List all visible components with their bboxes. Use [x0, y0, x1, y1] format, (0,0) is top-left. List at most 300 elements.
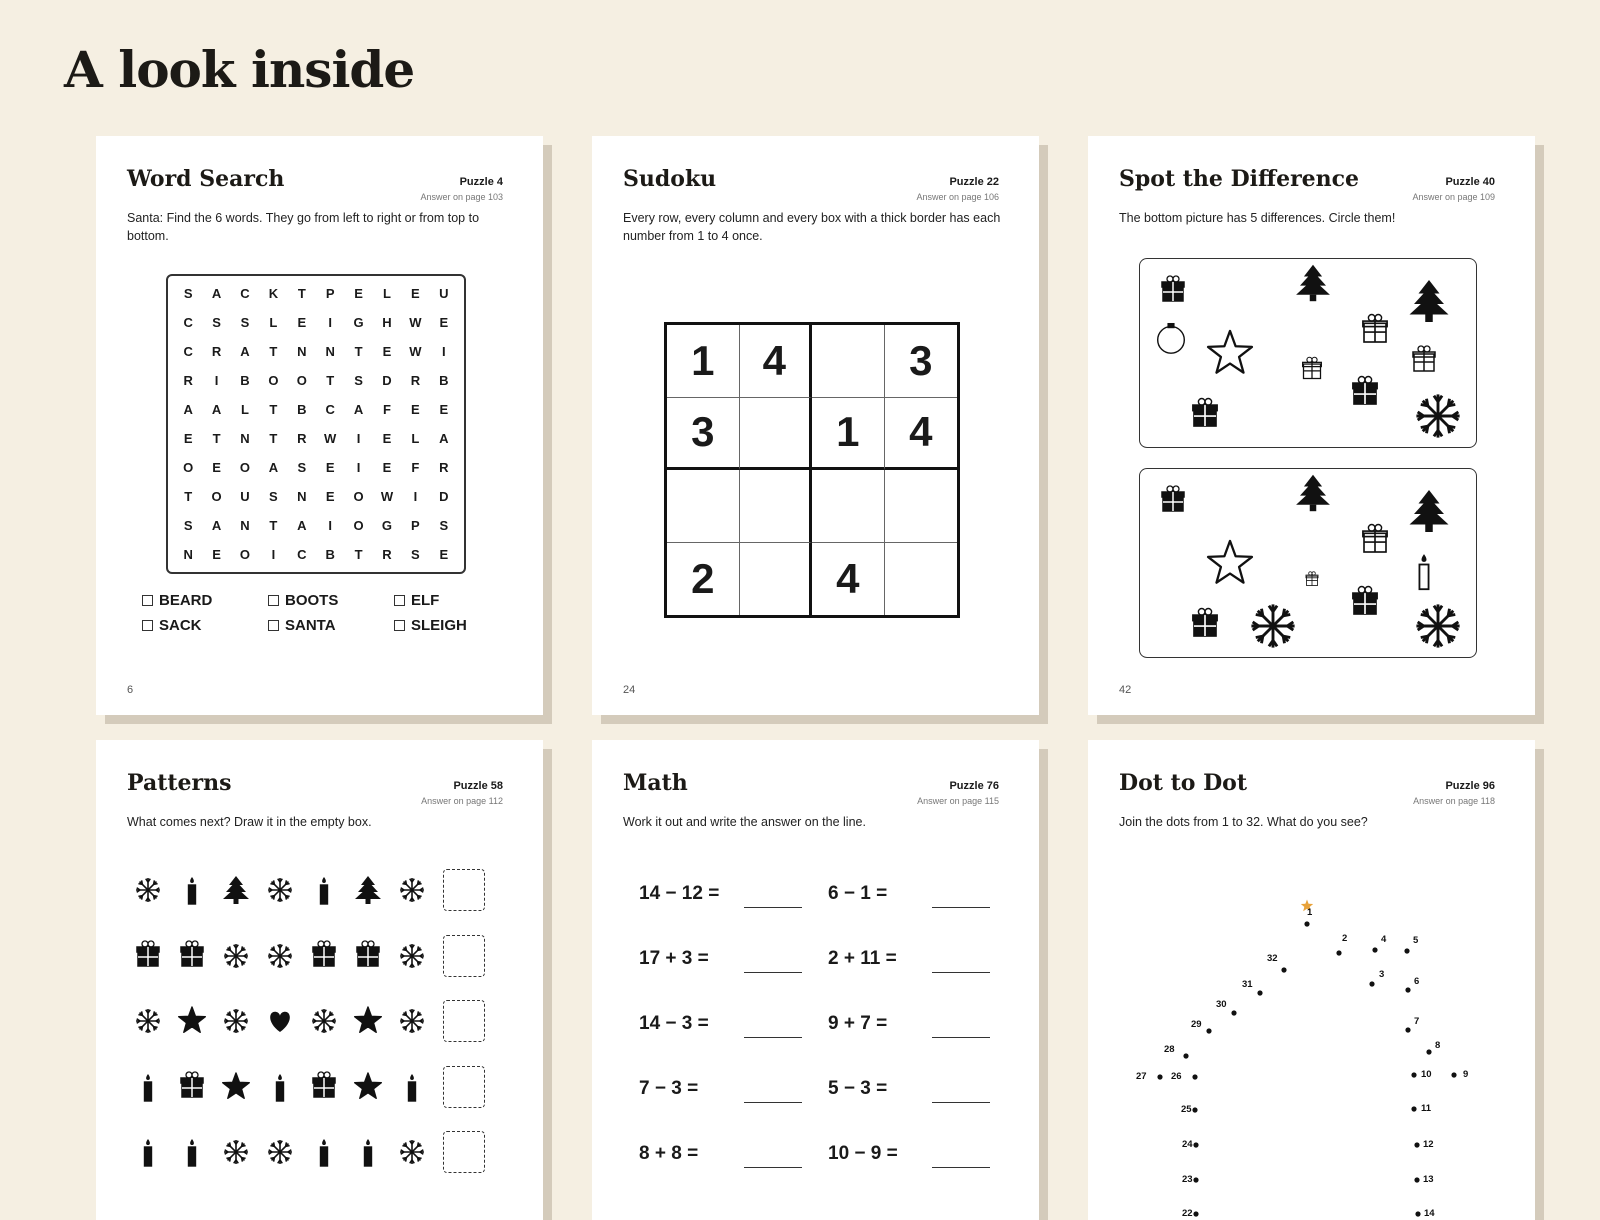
- word-search-cell: E: [354, 286, 363, 301]
- dot: [1193, 1177, 1198, 1182]
- word-search-cell: E: [382, 344, 392, 359]
- word-search-cell: E: [382, 460, 392, 475]
- word-search-cell: U: [439, 286, 449, 301]
- word-search-cell: A: [211, 286, 222, 301]
- word-item: [142, 592, 268, 609]
- dot-label: 4: [1381, 934, 1387, 945]
- dot: [1206, 1028, 1211, 1033]
- sudoku-cell: 3: [885, 325, 958, 398]
- word-search-cell: R: [439, 460, 449, 475]
- answer-line[interactable]: [744, 1037, 802, 1038]
- answer-line[interactable]: [744, 972, 802, 973]
- word-search-cell: A: [183, 402, 193, 417]
- word-search-cell: W: [380, 489, 394, 504]
- math-equation: 17 + 3 =: [639, 948, 709, 969]
- gift-icon: [1162, 276, 1184, 301]
- checkbox-icon: [268, 595, 279, 606]
- puzzle-description: What comes next? Draw it in the empty box.: [127, 815, 372, 829]
- pattern-row: [126, 1065, 485, 1109]
- word-search-cell: B: [325, 547, 335, 562]
- word-label: SLEIGH: [411, 617, 467, 634]
- word-label: SACK: [159, 617, 202, 634]
- word-search-grid: [166, 274, 466, 574]
- answer-reference: Answer on page 106: [916, 192, 999, 202]
- word-search-cell: O: [239, 460, 251, 475]
- dot: [1372, 947, 1377, 952]
- word-search-cell: A: [268, 460, 279, 475]
- math-equation: 2 + 11 =: [828, 948, 897, 969]
- snowflake-icon: [258, 868, 302, 912]
- math-equation: 10 − 9 =: [828, 1143, 898, 1164]
- word-search-cell: E: [297, 315, 307, 330]
- dot: [1414, 1142, 1419, 1147]
- word-search-cell: G: [381, 518, 393, 533]
- candle-icon: [170, 868, 214, 912]
- snowflake-icon: [390, 999, 434, 1043]
- word-search-cell: N: [240, 518, 250, 533]
- answer-reference: Answer on page 118: [1413, 796, 1495, 806]
- sudoku-cell: [740, 543, 813, 616]
- word-item: [268, 617, 394, 634]
- page-number: 24: [623, 684, 636, 696]
- word-search-cell: W: [409, 344, 422, 359]
- puzzle-description: Santa: Find the 6 words. They go from left to right or from top to bottom.: [127, 211, 480, 243]
- word-search-cell: I: [356, 431, 361, 446]
- candle-icon: [170, 1130, 214, 1174]
- answer-box[interactable]: [443, 1066, 485, 1108]
- word-search-cell: E: [439, 402, 449, 417]
- snowflake-icon: [258, 1130, 302, 1174]
- word-search-cell: C: [325, 402, 335, 417]
- word-search-cell: S: [269, 489, 278, 504]
- dot: [1405, 1027, 1410, 1032]
- page-number: 6: [127, 684, 134, 696]
- puzzle-number: Puzzle 96: [1445, 780, 1495, 792]
- math-equation: 8 + 8 =: [639, 1143, 699, 1164]
- word-search-cell: T: [269, 431, 278, 446]
- dot-label: 28: [1164, 1044, 1175, 1055]
- dot-label: 8: [1435, 1040, 1441, 1051]
- gift-icon: [1353, 377, 1377, 405]
- word-search-cell: N: [297, 344, 307, 359]
- tree-icon: [1410, 280, 1449, 322]
- answer-line[interactable]: [932, 972, 990, 973]
- sudoku-cell: [740, 398, 813, 471]
- sudoku-cell: 4: [740, 325, 813, 398]
- gift-icon: [346, 934, 390, 978]
- gift-icon: [170, 934, 214, 978]
- word-search-cell: T: [269, 402, 278, 417]
- answer-reference: Answer on page 112: [421, 796, 503, 806]
- dot: [1451, 1072, 1456, 1077]
- answer-line[interactable]: [744, 1102, 802, 1103]
- star-icon: [346, 999, 390, 1043]
- candle-icon: [126, 1130, 170, 1174]
- word-search-cell: S: [212, 315, 221, 330]
- word-label: ELF: [411, 592, 440, 609]
- dot: [1411, 1106, 1416, 1111]
- word-search-cell: E: [382, 431, 392, 446]
- puzzle-description: The bottom picture has 5 differences. Circle them!: [1119, 211, 1396, 225]
- word-search-cell: O: [211, 489, 222, 504]
- word-search-cell: S: [183, 286, 193, 301]
- sudoku-cell: [667, 470, 740, 543]
- word-search-cell: E: [439, 315, 449, 330]
- answer-box[interactable]: [443, 869, 485, 911]
- dot: [1411, 1072, 1416, 1077]
- dot-label: 3: [1379, 969, 1385, 980]
- puzzle-number: Puzzle 4: [459, 176, 503, 188]
- word-label: BEARD: [159, 592, 213, 609]
- sudoku-cell: [885, 470, 958, 543]
- page-title: Spot the Difference: [1119, 166, 1360, 192]
- snowflake-icon: [1251, 604, 1294, 647]
- math-equation: 14 − 3 =: [639, 1013, 709, 1034]
- gift-icon: [1303, 357, 1322, 378]
- sudoku-cell: [740, 470, 813, 543]
- word-search-cell: T: [269, 518, 278, 533]
- gift-icon: [1353, 587, 1377, 615]
- page-title: Word Search: [127, 166, 285, 192]
- gift-icon: [126, 934, 170, 978]
- sudoku-cell: 2: [667, 543, 740, 616]
- answer-box[interactable]: [443, 1131, 485, 1173]
- answer-reference: Answer on page 109: [1412, 192, 1495, 202]
- puzzle-number: Puzzle 22: [949, 176, 999, 188]
- dot-label: 1: [1307, 907, 1313, 918]
- word-search-cell: O: [183, 460, 194, 475]
- word-search-cell: R: [382, 547, 392, 562]
- candle-icon: [258, 1065, 302, 1109]
- dot: [1415, 1211, 1420, 1216]
- snowflake-icon: [1416, 604, 1459, 647]
- gift-icon: [1193, 609, 1217, 637]
- gift-icon: [170, 1065, 214, 1109]
- word-search-cell: T: [297, 286, 306, 301]
- star-icon: [170, 999, 214, 1043]
- candle-icon: [346, 1130, 390, 1174]
- puzzle-description: Join the dots from 1 to 32. What do you see?: [1119, 815, 1368, 829]
- dot-label: 14: [1424, 1208, 1435, 1219]
- dot-label: 23: [1182, 1174, 1193, 1185]
- sudoku-cell: 1: [667, 325, 740, 398]
- page-title: Math: [623, 770, 688, 796]
- word-search-cell: N: [297, 489, 307, 504]
- candle-icon: [390, 1065, 434, 1109]
- word-search-cell: W: [409, 315, 422, 330]
- word-search-cell: A: [211, 518, 222, 533]
- math-equation: 14 − 12 =: [639, 883, 720, 904]
- word-search-cell: P: [411, 518, 420, 533]
- dot: [1192, 1107, 1197, 1112]
- sudoku-grid: [664, 322, 960, 618]
- snowflake-icon: [214, 1130, 258, 1174]
- dot: [1414, 1177, 1419, 1182]
- ornament-icon: [1158, 324, 1185, 353]
- word-search-cell: O: [239, 547, 251, 562]
- dot: [1231, 1010, 1236, 1015]
- dot-label: 22: [1182, 1208, 1193, 1219]
- tree-icon: [214, 868, 258, 912]
- candle-icon: [1419, 554, 1428, 589]
- checkbox-icon: [268, 620, 279, 631]
- word-search-cell: E: [439, 547, 449, 562]
- word-search-cell: R: [211, 344, 222, 359]
- word-search-cell: I: [356, 460, 361, 475]
- answer-box[interactable]: [443, 935, 485, 977]
- word-label: BOOTS: [285, 592, 339, 609]
- puzzle-number: Puzzle 40: [1445, 176, 1495, 188]
- snowflake-icon: [214, 934, 258, 978]
- page-dot-to-dot: [1088, 740, 1535, 1220]
- word-search-cell: T: [212, 431, 221, 446]
- word-search-cell: T: [354, 344, 363, 359]
- word-search-cell: O: [296, 373, 307, 388]
- answer-line[interactable]: [932, 1102, 990, 1103]
- word-search-cell: P: [325, 286, 335, 301]
- word-search-cell: E: [183, 431, 193, 446]
- word-search-cell: G: [353, 315, 364, 330]
- word-search-cell: E: [325, 460, 335, 475]
- word-search-cell: N: [183, 547, 193, 562]
- word-search-cell: C: [183, 344, 193, 359]
- snowflake-icon: [126, 868, 170, 912]
- dot: [1336, 950, 1341, 955]
- word-search-cell: D: [382, 373, 392, 388]
- dot-label: 25: [1181, 1104, 1192, 1115]
- checkbox-icon: [394, 620, 405, 631]
- word-search-cell: S: [411, 547, 420, 562]
- word-search-cell: B: [297, 402, 307, 417]
- snowflake-icon: [390, 934, 434, 978]
- page-word-search: [96, 136, 543, 715]
- candle-icon: [302, 868, 346, 912]
- dot-label: 7: [1414, 1016, 1420, 1027]
- word-search-cell: S: [183, 518, 193, 533]
- math-equation: 5 − 3 =: [828, 1078, 888, 1099]
- dot: [1157, 1074, 1162, 1079]
- answer-box[interactable]: [443, 1000, 485, 1042]
- gift-icon: [302, 934, 346, 978]
- word-search-cell: I: [328, 518, 332, 533]
- word-search-cell: N: [240, 431, 250, 446]
- math-equation: 6 − 1 =: [828, 883, 888, 904]
- checkbox-icon: [394, 595, 405, 606]
- word-search-cell: O: [353, 489, 364, 504]
- dot-label: 27: [1136, 1071, 1147, 1082]
- page-title: Patterns: [127, 770, 232, 796]
- dot: [1426, 1049, 1431, 1054]
- word-item: [268, 592, 394, 609]
- word-search-cell: E: [411, 402, 420, 417]
- word-search-cell: T: [354, 547, 363, 562]
- main-title: A look inside: [64, 40, 415, 99]
- star-icon: [1208, 331, 1252, 373]
- star-icon: [346, 1065, 390, 1109]
- pattern-row: [126, 868, 485, 912]
- dot: [1281, 967, 1286, 972]
- tree-icon: [1296, 475, 1330, 511]
- answer-line[interactable]: [932, 1167, 990, 1168]
- gift-icon: [1162, 486, 1184, 511]
- top-picture: [1139, 258, 1477, 448]
- dot-label: 13: [1423, 1174, 1434, 1185]
- word-list: [142, 592, 502, 634]
- word-search-cell: L: [241, 402, 249, 417]
- answer-reference: Answer on page 115: [917, 796, 999, 806]
- page-sudoku: [592, 136, 1039, 715]
- word-search-cell: N: [325, 344, 335, 359]
- snowflake-icon: [126, 999, 170, 1043]
- sudoku-cell: 1: [812, 398, 885, 471]
- gift-icon: [1363, 315, 1387, 343]
- word-search-cell: C: [183, 315, 193, 330]
- gift-icon: [1363, 525, 1387, 553]
- word-search-cell: F: [383, 402, 391, 417]
- dot: [1193, 1142, 1198, 1147]
- checkbox-icon: [142, 620, 153, 631]
- tree-icon: [1410, 490, 1449, 532]
- word-search-cell: U: [240, 489, 250, 504]
- gift-icon: [302, 1065, 346, 1109]
- word-search-cell: S: [439, 518, 449, 533]
- tree-icon: [1296, 265, 1330, 301]
- word-search-cell: K: [268, 286, 279, 301]
- dot-label: 12: [1423, 1139, 1434, 1150]
- page-spot-the-difference: [1088, 136, 1535, 715]
- word-search-cell: R: [297, 431, 307, 446]
- candle-icon: [126, 1065, 170, 1109]
- dot-label: 24: [1182, 1139, 1193, 1150]
- word-search-cell: A: [240, 344, 250, 359]
- pattern-row: [126, 1130, 485, 1174]
- dot-label: 5: [1413, 935, 1419, 946]
- snowflake-icon: [214, 999, 258, 1043]
- snowflake-icon: [258, 934, 302, 978]
- answer-reference: Answer on page 103: [420, 192, 503, 202]
- word-search-cell: I: [413, 489, 418, 504]
- word-search-cell: S: [297, 460, 307, 475]
- sudoku-cell: 3: [667, 398, 740, 471]
- dot-label: 9: [1463, 1069, 1469, 1080]
- dot-label: 6: [1414, 976, 1420, 987]
- word-label: SANTA: [285, 617, 336, 634]
- word-search-cell: A: [353, 402, 364, 417]
- word-search-cell: D: [439, 489, 449, 504]
- puzzle-number: Puzzle 76: [949, 780, 999, 792]
- word-search-cell: E: [325, 489, 335, 504]
- page-title: Sudoku: [623, 166, 717, 192]
- word-search-cell: L: [411, 431, 420, 446]
- word-search-cell: R: [183, 373, 193, 388]
- word-search-cell: O: [353, 518, 364, 533]
- dot: [1192, 1074, 1197, 1079]
- dot-label: 10: [1421, 1069, 1432, 1080]
- dot: [1369, 981, 1374, 986]
- dot-label: 11: [1421, 1103, 1432, 1114]
- sudoku-cell: [812, 325, 885, 398]
- dot-label: 29: [1191, 1019, 1202, 1030]
- pattern-row: [126, 999, 485, 1043]
- gift-icon: [1413, 346, 1435, 371]
- word-search-cell: R: [410, 373, 421, 388]
- word-search-cell: E: [212, 460, 221, 475]
- dot: [1193, 1211, 1198, 1216]
- math-equation: 7 − 3 =: [639, 1078, 699, 1099]
- dot: [1183, 1053, 1188, 1058]
- answer-line[interactable]: [932, 1037, 990, 1038]
- word-search-cell: S: [240, 315, 250, 330]
- gift-icon: [1306, 572, 1318, 586]
- word-search-cell: T: [269, 344, 278, 359]
- checkbox-icon: [142, 595, 153, 606]
- tree-icon: [346, 868, 390, 912]
- sudoku-cell: [885, 543, 958, 616]
- word-search-cell: A: [439, 431, 449, 446]
- word-search-cell: L: [269, 315, 278, 330]
- sudoku-cell: [812, 470, 885, 543]
- bottom-picture: [1139, 468, 1477, 658]
- math-equation: 9 + 7 =: [828, 1013, 888, 1034]
- dot-label: 31: [1242, 979, 1253, 990]
- dot-to-dot-picture: [1088, 740, 1535, 1220]
- word-search-cell: B: [240, 373, 250, 388]
- page-math: [592, 740, 1039, 1220]
- word-search-cell: C: [297, 547, 307, 562]
- star-icon: [214, 1065, 258, 1109]
- dot-label: 2: [1342, 933, 1348, 944]
- answer-line[interactable]: [744, 907, 802, 908]
- page-number: 42: [1119, 684, 1132, 696]
- word-search-cell: I: [214, 373, 219, 388]
- word-search-cell: T: [326, 373, 335, 388]
- puzzle-description: Every row, every column and every box with a thick border has each number from 1 to 4 once.: [623, 211, 1001, 243]
- heart-icon: [258, 999, 302, 1043]
- dot: [1405, 987, 1410, 992]
- dot-label: 26: [1171, 1071, 1182, 1082]
- word-search-cell: S: [354, 373, 363, 388]
- sudoku-cell: 4: [812, 543, 885, 616]
- pattern-rows: [126, 868, 485, 1196]
- dot: [1257, 990, 1262, 995]
- snowflake-icon: [390, 868, 434, 912]
- word-search-cell: T: [184, 489, 193, 504]
- word-search-cell: H: [382, 315, 392, 330]
- word-search-cell: E: [212, 547, 221, 562]
- sudoku-cell: 4: [885, 398, 958, 471]
- answer-line[interactable]: [932, 907, 990, 908]
- page-patterns: [96, 740, 543, 1220]
- word-search-cell: W: [324, 431, 337, 446]
- dot-label: 30: [1216, 999, 1227, 1010]
- word-item: [142, 617, 268, 634]
- snowflake-icon: [1416, 394, 1459, 437]
- puzzle-description: Work it out and write the answer on the line.: [623, 815, 866, 829]
- word-search-cell: L: [383, 286, 391, 301]
- word-item: [394, 617, 502, 634]
- word-search-cell: O: [268, 373, 279, 388]
- gift-icon: [1193, 399, 1217, 427]
- word-search-cell: A: [211, 402, 222, 417]
- word-search-cell: I: [441, 344, 446, 359]
- dot-label: 32: [1267, 953, 1278, 964]
- word-search-cell: I: [271, 547, 276, 562]
- answer-line[interactable]: [744, 1167, 802, 1168]
- candle-icon: [302, 1130, 346, 1174]
- word-search-cell: B: [439, 373, 449, 388]
- word-search-cell: I: [328, 315, 332, 330]
- word-search-cell: A: [297, 518, 307, 533]
